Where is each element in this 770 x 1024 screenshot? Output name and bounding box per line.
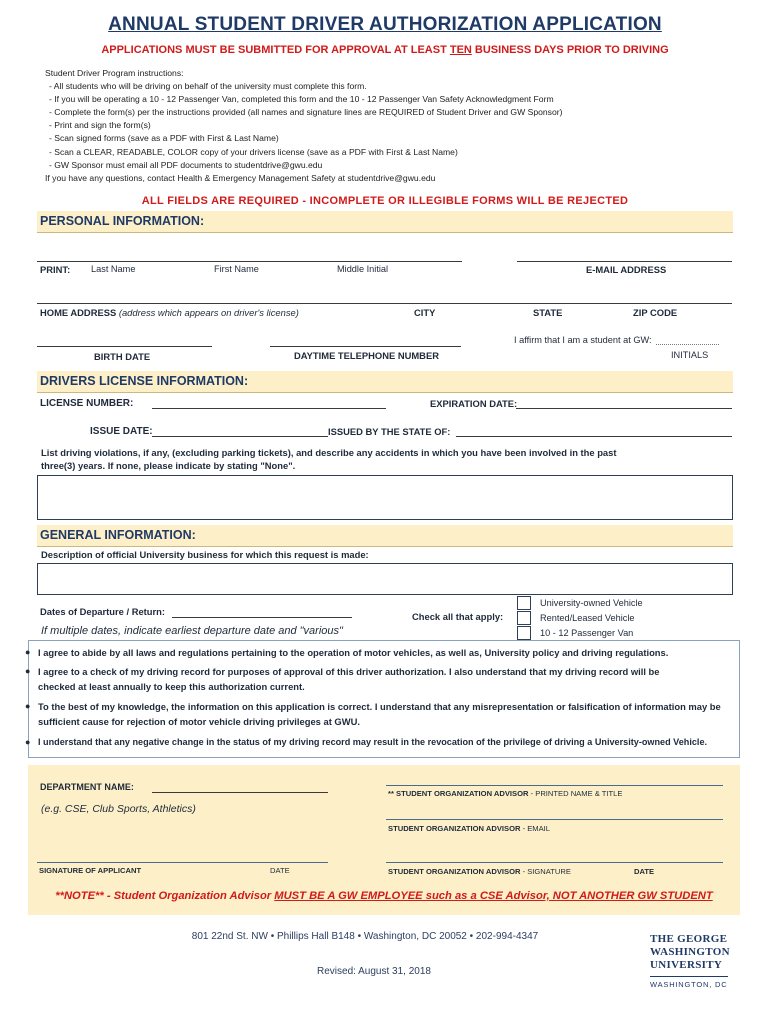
instruction-item: - Scan signed forms (save as a PDF with First & Last Name) (49, 133, 279, 144)
logo-line-2: WASHINGTON (650, 946, 730, 958)
license-number-input-line[interactable] (152, 408, 386, 409)
advisor-email-input-line[interactable] (386, 819, 723, 820)
advisor-date-label: DATE (634, 867, 655, 876)
phone-input-line[interactable] (270, 346, 461, 347)
license-number-label: LICENSE NUMBER: (40, 398, 134, 409)
first-name-label: First Name (214, 264, 259, 274)
applicant-signature-label: SIGNATURE OF APPLICANT (39, 866, 142, 875)
subtitle-post: BUSINESS DAYS PRIOR TO DRIVING (471, 44, 669, 56)
license-section-title: DRIVERS LICENSE INFORMATION: (40, 374, 249, 388)
advisor-email-normal: - EMAIL (520, 824, 551, 833)
state-label: STATE (533, 307, 563, 318)
instruction-item: - Complete the form(s) per the instructions provided (all names and signature lines are REQUIRED of Student Driver and GW Sponsor) (49, 107, 563, 118)
print-label: PRINT: (40, 264, 71, 275)
zip-label: ZIP CODE (633, 307, 678, 318)
home-address-note: (address which appears on driver's license) (118, 307, 299, 318)
business-description-textbox[interactable] (37, 563, 733, 595)
initials-input-line[interactable] (656, 344, 719, 345)
initials-label: INITIALS (671, 350, 709, 360)
advisor-printed-bold: ** STUDENT ORGANIZATION ADVISOR (388, 789, 529, 798)
logo-line-3: UNIVERSITY (650, 959, 723, 971)
advisor-email-bold: STUDENT ORGANIZATION ADVISOR (388, 824, 521, 833)
personal-section-title: PERSONAL INFORMATION: (40, 214, 205, 228)
birth-date-label: BIRTH DATE (94, 351, 151, 362)
department-example: (e.g. CSE, Club Sports, Athletics) (41, 803, 196, 815)
check-all-label: Check all that apply: (412, 611, 504, 622)
dates-input-line[interactable] (172, 617, 352, 618)
applicant-date-label: DATE (270, 866, 290, 875)
issue-date-input-line[interactable] (152, 436, 328, 437)
violations-line-1: List driving violations, if any, (excluding parking tickets), and describe any accidents in which you have been involved in the past (41, 447, 617, 458)
instruction-item: - If you will be operating a 10 - 12 Passenger Van, completed this form and the 10 - 12 Passenger Van Safety Acknowledgment Form (49, 94, 554, 105)
advisor-signature-label (388, 867, 571, 876)
expiration-date-input-line[interactable] (516, 408, 732, 409)
agreement-item (25, 735, 733, 750)
instructions-heading: Student Driver Program instructions: (45, 68, 184, 78)
bullet-icon: ● (25, 666, 31, 676)
instruction-item: - Scan a CLEAR, READABLE, COLOR copy of your drivers license (save as a PDF with First & Last Name) (49, 146, 458, 157)
advisor-printed-label (388, 789, 622, 798)
university-vehicle-label: University-owned Vehicle (540, 598, 643, 608)
agreement-text: I agree to abide by all laws and regulations pertaining to the operation of motor vehicles, as well as, University policy and driving regulations. (38, 647, 669, 658)
violations-instructions (41, 446, 721, 472)
passenger-van-checkbox[interactable] (517, 626, 531, 640)
advisor-signature-input-line[interactable] (386, 862, 723, 863)
revision-date: Revised: August 31, 2018 (317, 966, 431, 977)
bullet-icon: ● (25, 647, 31, 657)
gwu-logo (650, 933, 740, 993)
logo-subtitle: WASHINGTON, DC (650, 980, 728, 989)
form-subtitle (0, 44, 770, 56)
business-description-label: Description of official University business for which this request is made: (41, 549, 369, 560)
name-input-line[interactable] (37, 261, 462, 262)
home-address-label (40, 307, 299, 318)
agreement-item (25, 699, 728, 729)
note-pre: **NOTE** - Student Organization Advisor (55, 890, 275, 902)
agreement-item (25, 664, 678, 694)
required-notice: ALL FIELDS ARE REQUIRED - INCOMPLETE OR ILLEGIBLE FORMS WILL BE REJECTED (141, 195, 629, 207)
agreement-text: I understand that any negative change in the status of my driving record may result in the revocation of the privilege of driving a University-owned Vehicle. (38, 737, 708, 747)
advisor-signature-normal: - SIGNATURE (520, 867, 571, 876)
agreement-text: I agree to a check of my driving record for purposes of approval of this driver authorization. I also understand that my driving record will be checked at least annually to keep this authorization current. (38, 666, 660, 692)
home-address-text: HOME ADDRESS (40, 307, 117, 318)
department-name-label: DEPARTMENT NAME: (40, 782, 134, 792)
advisor-email-label (388, 824, 550, 833)
department-name-input-line[interactable] (152, 792, 328, 793)
affirm-label: I affirm that I am a student at GW: (514, 335, 652, 345)
last-name-label: Last Name (91, 264, 136, 274)
license-section-header (37, 371, 733, 393)
violations-line-2: three(3) years. If none, please indicate by stating "None". (41, 460, 296, 471)
instruction-item: - GW Sponsor must email all PDF documents to studentdrive@gwu.edu (49, 159, 323, 170)
instructions (45, 67, 605, 185)
middle-initial-label: Middle Initial (337, 264, 389, 274)
advisor-printed-normal: - PRINTED NAME & TITLE (528, 789, 623, 798)
birth-date-input-line[interactable] (37, 346, 212, 347)
daytime-phone-label: DAYTIME TELEPHONE NUMBER (294, 350, 439, 361)
email-input-line[interactable] (517, 261, 732, 262)
issued-by-input-line[interactable] (456, 436, 732, 437)
instruction-item: - Print and sign the form(s) (49, 120, 151, 131)
expiration-date-label: EXPIRATION DATE: (430, 398, 518, 409)
note-emphasis: MUST BE A GW EMPLOYEE such as a CSE Advisor, NOT ANOTHER GW STUDENT (274, 890, 713, 902)
city-label: CITY (414, 307, 436, 318)
bullet-icon: ● (25, 701, 31, 711)
dates-label: Dates of Departure / Return: (40, 606, 166, 617)
personal-section-header (37, 211, 733, 233)
applicant-signature-input-line[interactable] (37, 862, 328, 863)
logo-line-1: THE GEORGE (650, 933, 728, 945)
advisor-signature-bold: STUDENT ORGANIZATION ADVISOR (388, 867, 521, 876)
subtitle-emphasis: TEN (449, 44, 472, 56)
advisor-note (28, 890, 740, 902)
issue-date-label: ISSUE DATE: (90, 426, 153, 437)
address-input-line[interactable] (37, 303, 732, 304)
instructions-contact: If you have any questions, contact Health & Emergency Management Safety at studentdrive@gwu.edu (45, 172, 436, 183)
footer-address: 801 22nd St. NW • Phillips Hall B148 • Washington, DC 20052 • 202-994-4347 (191, 931, 539, 942)
issued-by-label: ISSUED BY THE STATE OF: (328, 426, 451, 437)
dates-note: If multiple dates, indicate earliest departure date and "various" (41, 625, 343, 637)
subtitle-pre: APPLICATIONS MUST BE SUBMITTED FOR APPROVAL AT LEAST (101, 44, 450, 56)
logo-divider (650, 976, 728, 977)
passenger-van-label: 10 - 12 Passenger Van (540, 628, 634, 638)
bullet-icon: ● (25, 737, 31, 747)
instruction-item: - All students who will be driving on behalf of the university must complete this form. (49, 81, 367, 92)
rented-vehicle-checkbox[interactable] (517, 611, 531, 625)
general-section-title: GENERAL INFORMATION: (40, 528, 196, 542)
advisor-name-input-line[interactable] (386, 785, 723, 786)
rented-vehicle-label: Rented/Leased Vehicle (540, 613, 635, 623)
violations-textbox[interactable] (37, 475, 733, 520)
form-title: ANNUAL STUDENT DRIVER AUTHORIZATION APPLICATION (108, 14, 662, 35)
general-section-header (37, 525, 733, 547)
agreement-item (25, 645, 733, 660)
university-vehicle-checkbox[interactable] (517, 596, 531, 610)
agreement-text: To the best of my knowledge, the information on this application is correct. I understand that any misrepresentation or falsification of information may be sufficient cause for rejection of motor vehicle driving privileges at GWU. (38, 701, 721, 727)
email-label: E-MAIL ADDRESS (586, 264, 667, 275)
